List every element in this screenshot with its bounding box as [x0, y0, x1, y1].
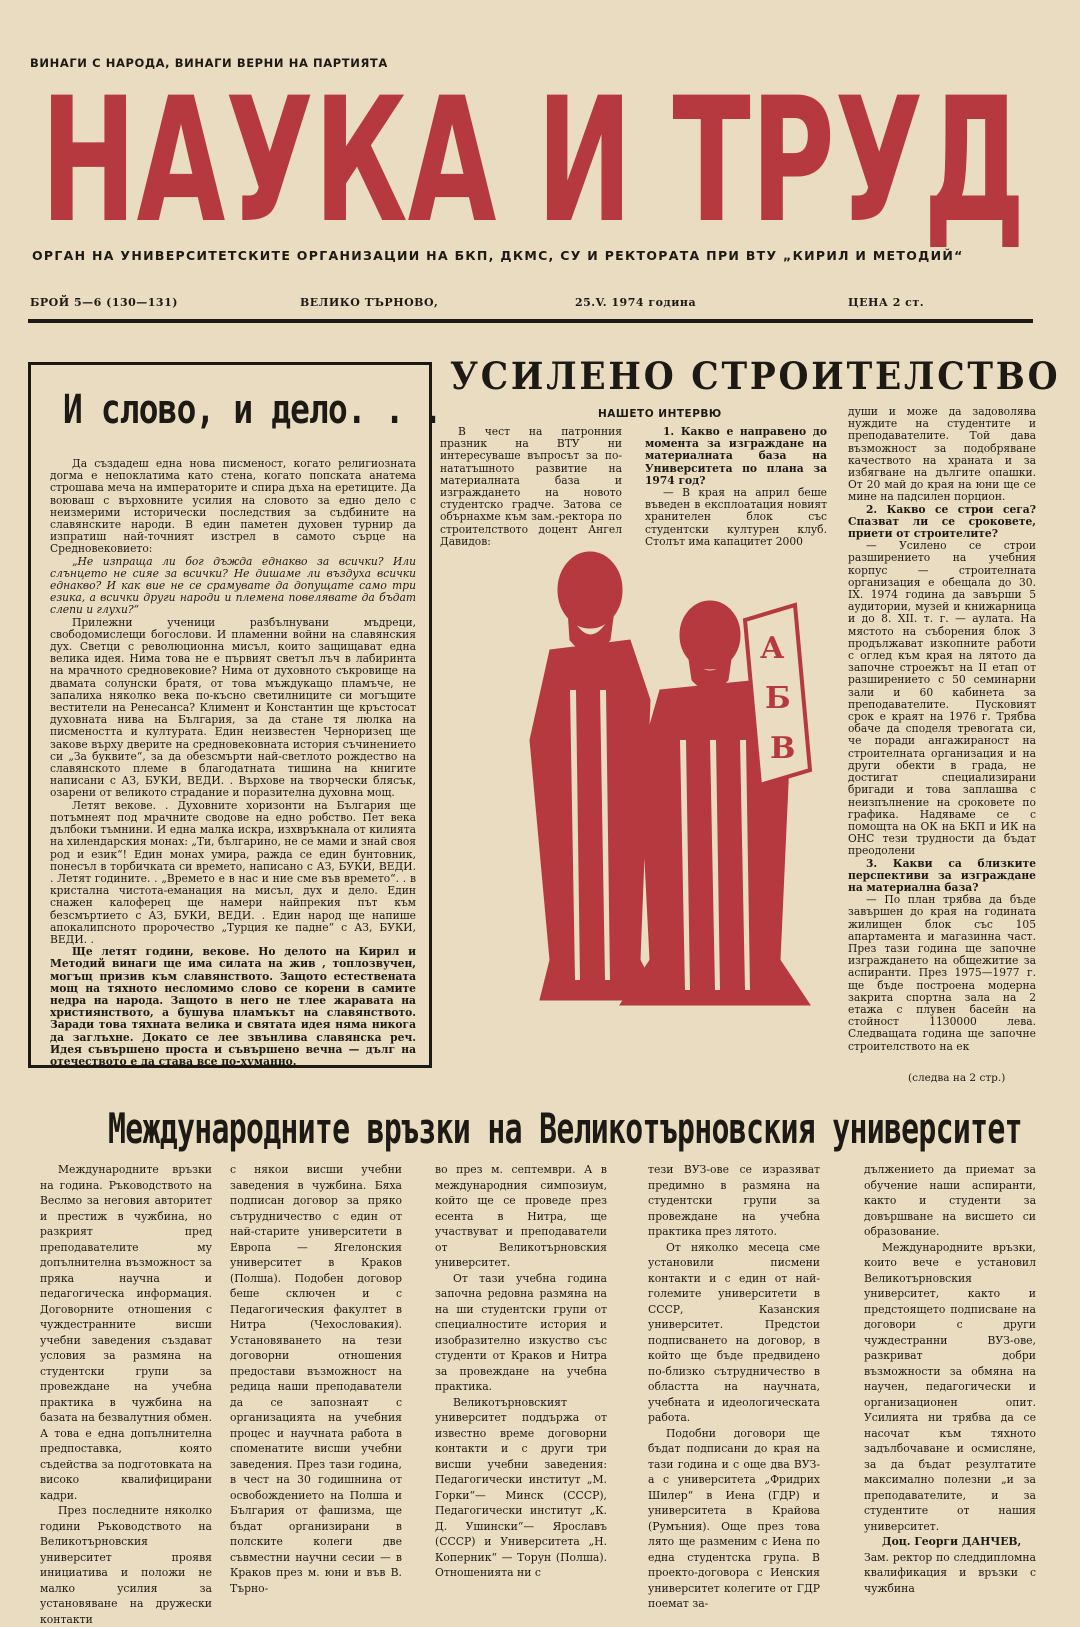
author-signature: Доц. Георги ДАНЧЕВ, — [882, 1535, 1022, 1548]
interview-label: НАШЕТО ИНТЕРВЮ — [598, 408, 722, 420]
editorial-title: И слово, и дело. . . — [63, 387, 442, 433]
scroll-letter: Б — [765, 681, 791, 716]
issue-number: БРОЙ 5—6 (130—131) — [30, 296, 178, 309]
editorial-paragraph: Летят векове. . Духовните хоризонти на България ще потъмнеят под мрачните сводове на едно робство. Пет века дълбоки тъмнини. И една малка искра, изхвръкнала от килията на хилендарския монах: „Ти, българино, не се мами и знай своя род и език“! Един монах умира, ражда се един бунтовник, понесъл в торбичката си времето, написано с АЗ, БУКИ, ВЕДИ. . Летят годините. . „Времето е в нас и ние сме във времето“. . в кристална чистота-еманация на мисъл, дух и дело. Един снажен калоферец ще намери найпрекия път към безсмъртието с АЗ, БУКИ, ВЕДИ. . Един народ ще напише апокалипсното пророчество „Турция ке падне“ с АЗ, БУКИ, ВЕДИ. . — [50, 798, 416, 946]
masthead — [28, 62, 1038, 262]
editorial-quote: „Не изпраща ли бог дъжда еднакво за всички? Или слънцето не сияе за всички? Не дишаме ли въздуха всички еднакво? И как вие не се срамувате да допущате само три езика, а всички други народи и племена повелявате да бъдат слепи и глухи?“ — [50, 554, 416, 617]
author-role: Зам. ректор по следдипломна квалификация и връзки с чужбина — [864, 1550, 1036, 1595]
scroll-letter: В — [770, 731, 796, 766]
editorial-paragraph: Да създадеш една нова писменост, когато религиозната догма е непоклатима като стена, когато попската анатема строшава меча на императорите и спира дъха на еретиците. Да воюваш с върховните усилия на словото за едно дело с неизмерими исторически последствия за съдбините на славянските народи. В един паметен духовен турнир да изпратиш най-точният изстрел в самото сърце на Средновековието: — [50, 457, 416, 556]
issue-date: 25.V. 1974 година — [575, 296, 697, 309]
editorial-closing: Ще летят години, векове. Но делото на Кирил и Методий винаги ще има силата на жив , топлозвучен, могъщ призив към славянството. Защото естествената мощ на тяхното несломимо слово се корени в самите недра на народа. Защото в него не тлее жаравата на християнството, а бушува пламъкът на славянството. Заради това тяхната велика и святата идея няма никога да заглъхне. Докато се лее звънлива славянска реч. Идея съвършено проста и съвършено вечна — дълг на отечеството е да става все по-хуманно. — [50, 945, 416, 1068]
question-3: 3. Какви са близките перспективи за изграждане на материална база? — [848, 856, 1036, 894]
answer-2: — Усилено се строи разширението на учебния корпус — строителната организация е обещала до 30. IX. 1974 година да завърши 5 аудитории, музей и книжарница и до 8. XII. т. г. — аулата. На мястото на съборения блок 3 продължават изкопните работи с оглед към края на лятото да започне строежът на II етап от разширението с 50 семинарни зали и 60 кабинета за преподавателите. Пусковият срок е краят на 1976 г. Трябва обаче да споделя тревогата си, че поради ангажираност на строителната организация и на други обекти в града, не достигат специализирани бригади и това заплашва с неизпълнение на сроковете по графика. Надяваме се с помощта на ОК на БКП и ИК на ОНС тези трудности да бъдат преодолени — [848, 539, 1036, 858]
answer-3: — По план трябва да бъде завършен до края на годината жилищен блок със 105 апартамента и магазинна част. През тази година ще започне изграждането на общежитие за аспиранти. През 1975—1977 г. ще бъде построена модерна закрита спортна зала на 2 етажа с плувен басейн на стойност 1130000 лева. Следващата година ще започне строителството на ек — [848, 893, 1036, 1053]
international-col-2 — [230, 1162, 402, 1596]
scroll-letter: А — [760, 631, 785, 666]
article-paragraph: Великотърновският университет поддържа от известно време договорни контакти и с други три висши учебни заведения: Педагогически институт „М. Горки“— Минск (СССР), Педагогически институт „К. Д. Ушински“— Ярославъ (СССР) и Университета „Н. Коперник“ — Торун (Полша). Отношенията ни с — [435, 1395, 607, 1579]
organ-subtitle: ОРГАН НА УНИВЕРСИТЕТСКИТЕ ОРГАНИЗАЦИИ НА БКП, ДКМС, СУ И РЕКТОРАТА ПРИ ВТУ „КИРИЛ И МЕТОДИЙ“ — [32, 248, 964, 263]
interview-col-3 — [848, 406, 1036, 1053]
interview-intro: В чест на патронния празник на ВТУ ни интересуваше въпросът за по-нататъшното развитие на материалната база и изграждането на новото студентско градче. Затова се обърнахме към зам.-ректора по строителството доцент Ангел Давидов: — [440, 425, 622, 548]
issue-city: ВЕЛИКО ТЪРНОВО, — [300, 296, 439, 309]
article-paragraph: От тази учебна година започна редовна размяна на на ши студентски групи от специалностите история и изобразително изкуство със студенти от Краков и Нитра за провеждане на учебна практика. — [435, 1271, 607, 1393]
international-headline: Международните връзки на Великотърновския университет — [108, 1104, 1022, 1153]
international-col-5 — [864, 1162, 1036, 1596]
editorial-body — [50, 458, 416, 1068]
article-paragraph: През последните няколко години Ръководството на Великотърновския университет проявя инициатива и положи не малко усилия за установяване на дружески контакти — [40, 1504, 212, 1626]
international-col-1 — [40, 1162, 212, 1627]
issue-price: ЦЕНА 2 ст. — [848, 296, 925, 309]
construction-headline: УСИЛЕНО СТРОИТЕЛСТВО — [450, 354, 1061, 398]
saints-woodcut-illustration — [510, 540, 850, 1020]
article-paragraph: дължението да приемат за обучение наши аспиранти, както и студенти за довършване на висшето си образование. — [864, 1163, 1036, 1238]
masthead-title: НАУКА И ТРУД — [40, 62, 1026, 261]
continued-note: (следва на 2 стр.) — [908, 1072, 1006, 1084]
article-paragraph: Подобни договори ще бъдат подписани до края на тази година и с още два ВУЗ-а с университета „Фридрих Шилер“ в Иена (ГДР) и университета в Крайова (Румъния). Още през това лято ще разменим с Иена по една студентска група. В проекто-договора с Иенския университет колегите от ГДР поемат за- — [648, 1426, 820, 1610]
question-2: 2. Какво се строи сега? Спазват ли се сроковете, приети от строителите? — [848, 502, 1036, 541]
interview-col-1 — [440, 426, 622, 548]
article-paragraph: Международните връзки, които вече е установил Великотърновския университет, както и предстоящето подписване на договори с други чуждестранни ВУЗ-ове, разкриват добри възможности за обмяна на научен, педагогически и организационен опит. Усилията ни трябва да се насочат към тяхното задълбочаване и осмисляне, за да бъдат резултатите максимално полезни „и за преподавателите, и за студентите от нашия университет. — [864, 1240, 1036, 1533]
article-paragraph: тези ВУЗ-ове се изразяват предимно в размяна на студентски групи за провеждане на учебна практика през лятото. — [648, 1163, 820, 1238]
motto: ВИНАГИ С НАРОДА, ВИНАГИ ВЕРНИ НА ПАРТИЯТА — [30, 56, 388, 70]
article-paragraph: с някои висши учебни заведения в чужбина. Бяха подписан договор за пряко сътрудничество с един от най-старите университети в Европа — Ягелонския университет в Краков (Полша). Подобен договор беше сключен и с Педагогическия факултет в Нитра (Чехословакия). Установяването на тези договорни отношения предостави възможност на редица наши преподаватели да се запознаят с организацията на учебния процес и научната работа в споменатите висши учебни заведения. През тази година, в чест на 30 годишнина от освобождението на Полша и България от фашизма, ще бъдат организирани в полските колеги две съвместни научни сесии — в Краков през м. юни и във В. Търно- — [230, 1163, 402, 1595]
international-col-4 — [648, 1162, 820, 1612]
article-paragraph: во през м. септември. А в международния симпозиум, който ще се проведе през есента в Нитра, ще участвуват и преподаватели от Великотърновския университет. — [435, 1163, 607, 1269]
article-paragraph: От няколко месеца сме установили писмени контакти и с един от най-големите университети в СССР, Казанския университет. Предстои подписването на договор, в който ще бъде предвидено по-близко сътрудничество в областта на научната, учебната и идеологическата работа. — [648, 1240, 820, 1424]
editorial-box — [28, 362, 442, 1068]
article-paragraph: Международните връзки на година. Ръководството на Веслмо за неговия авторитет и престиж в чужбина, но разкрият пред преподавателите му допълнителна възможност за пряка научна и педагогическа информация. Договорните отношения с чуждестранните висши учебни заведения създават условия за размяна на студентски групи за провеждане на учебна практика в чужбина на базата на безвалутния обмен. А това е една допълнителна предпоставка, която съдейства за подготовката на високо квалифицирани кадри. — [40, 1163, 212, 1502]
answer-1-cont: души и може да задоволява нуждите на студентите и преподавателите. Той дава възможност за подобряване качеството на храната и за избягване на дългите опашки. От 20 май до края на юни ще се мине на пaдсилен порцион. — [848, 405, 1036, 504]
answer-1: — В края на април беше въведен в експлоатация новият хранителен блок със студентски културен клуб. Столът има капацитет 2000 — [645, 486, 827, 548]
editorial-paragraph: Прилежни ученици разбълнувани мъдреци, свободомислещи богослови. И пламенни войни на славянския дух. Светци с революционна мисъл, които защищават една велика идея. Нима това не е първият светъл лъч в лабиринта на мрачното средновековие? Нима от духовното съкровище на двамата солунски братя, от това мъждукащо пламъче, не запалиха няколко века по-късно светилниците си могъщите вестители на Ренесанса? Климент и Константин ще кръстосат духовната нива на България, за да стане тя люлка на писмеността и културата. Един неизвестен Черноризец ще закове върху дверите на средновековната история съчинението си „За буквите“, за да обезсмърти най-светлото рождество на славянското племе в благодатната тишина на книгите написани с АЗ, БУКИ, ВЕДИ. . Върхове на творчески блясък, озарени от великото страдание и поразителна духовна мощ. — [50, 615, 416, 800]
interview-col-2 — [645, 426, 827, 548]
masthead-rule — [28, 319, 1033, 323]
international-col-3 — [435, 1162, 607, 1581]
question-1: 1. Какво е направено до момента за изграждане на материалната база на Университета по плана за 1974 год? — [645, 425, 827, 487]
